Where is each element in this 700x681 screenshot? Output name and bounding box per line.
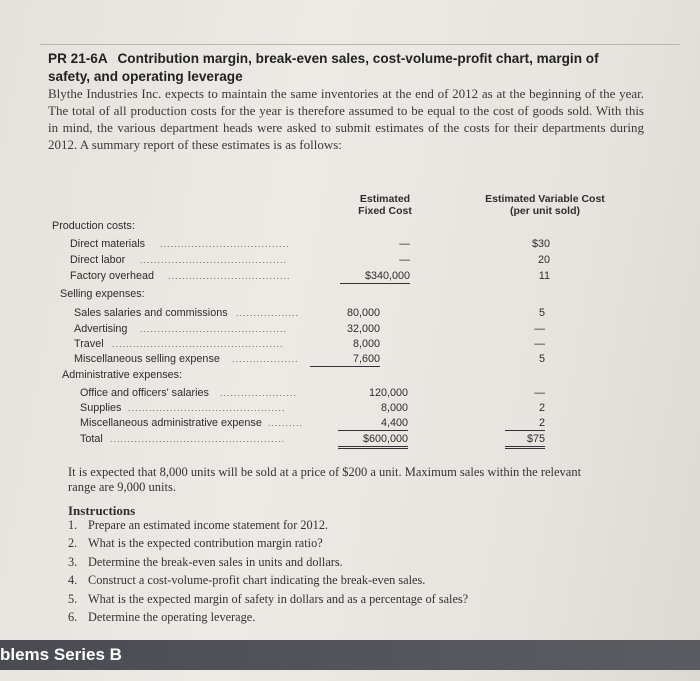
row-fixed: — xyxy=(399,238,410,250)
row-fixed: 80,000 xyxy=(346,307,380,319)
instruction-item: 1. Prepare an estimated income statement for 2012. xyxy=(68,518,329,532)
row-label: Supplies xyxy=(80,402,122,414)
row-label: Advertising xyxy=(74,323,128,335)
row-var: 11 xyxy=(538,270,550,282)
row-var: 2 xyxy=(538,402,545,414)
row-fixed: — xyxy=(399,254,410,266)
row-fixed: 120,000 xyxy=(368,387,408,399)
row-label: Total xyxy=(80,433,103,445)
row-var: 5 xyxy=(538,307,545,319)
row-var: — xyxy=(534,323,545,335)
row-label: Selling expenses: xyxy=(60,288,145,300)
instruction-item: 3. Determine the break-even sales in units and dollars. xyxy=(68,555,343,569)
instruction-item: 4. Construct a cost-volume-profit chart indicating the break-even sales. xyxy=(68,573,426,587)
assumption-paragraph: It is expected that 8,000 units will be sold at a price of $200 a unit. Maximum sales within the relevant range are 9,000 units. xyxy=(68,465,582,494)
problem-title-line1: Contribution margin, break-even sales, cost-volume-profit chart, margin of xyxy=(117,51,599,66)
variable-cost-header xyxy=(470,193,620,217)
row-var: 2 xyxy=(505,417,545,431)
row-label: Production costs: xyxy=(52,220,135,232)
row-fixed-total: $600,000 xyxy=(338,433,408,449)
intro-paragraph: Blythe Industries Inc. expects to maintain the same inventories at the end of 2012 as at the beginning of the year. The total of all production costs for the year is therefore assumed to be equal to the cost of goods sold. With this in mind, the various department heads were asked to submit estimates of the costs for their departments during 2012. A summary report of these estimates is as follows: xyxy=(48,86,644,152)
problem-title-line2: safety, and operating leverage xyxy=(48,69,243,84)
row-label: Travel xyxy=(74,338,104,350)
fixed-cost-header-line1: Estimated xyxy=(359,193,411,205)
row-var: — xyxy=(534,338,545,350)
row-label: Administrative expenses: xyxy=(62,369,183,381)
variable-cost-header-line2: (per unit sold) xyxy=(510,205,580,217)
row-label: Miscellaneous selling expense xyxy=(74,353,220,365)
row-label: Direct materials xyxy=(70,238,145,250)
problem-heading xyxy=(48,50,648,86)
instruction-item: 2. What is the expected contribution margin ratio? xyxy=(68,536,323,550)
textbook-page: PR 21-6A Contribution margin, break-even sales, cost-volume-profit chart, margin of safety, and operating leverage Blythe Industries Inc. expects to maintain the same inventories at the end of 2012 as at the beginning of the year. The total of all production costs for the year is therefore assumed to be equal to the cost of goods sold. With this in mind, the various department heads were asked to submit estimates of the costs for their departments during 2012. A summary report of these estimates is as follows: Estimated Fixed Cost Estimated Variable Cost (per unit sold) Production costs: Direct materials ..................................... — $30 Direct labor .......................................... — 20 Factory overhead ................................... $340,000 11 Selling expenses: Sales salaries and commissions .................. 80,000 5 Advertising .......................................... 32,000 — Travel ................................................. 8,000 — Miscellaneous selling expense ................... 7,600 5 Administrative expenses: Office and officers' salaries ...................... 120,000 — Supplies ............................................. 8,000 2 Miscellaneous administrative expense .......... 4,400 2 Total .................................................. $600,000 $75 It is expected that 8,000 units will be sold at a price of $200 a unit. Maximum sales within the relevant range are 9,000 units. Instructions 1. Prepare an estimated income statement for 2012. 2. What is the expected contribution margin ratio? 3. Determine the break-even sales in units and dollars. 4. Construct a cost-volume-profit chart indicating the break-even sales. 5. What is the expected margin of safety in dollars and as a percentage of sales? 6. Determine the operating leverage. blems Series B xyxy=(0,0,700,681)
instructions-title: Instructions xyxy=(68,503,136,518)
instruction-item: 5. What is the expected margin of safety in dollars and as a percentage of sales? xyxy=(68,592,469,606)
fixed-cost-header-line2: Fixed Cost xyxy=(358,205,412,217)
row-var: 20 xyxy=(537,254,550,266)
row-label: Sales salaries and commissions xyxy=(74,307,228,319)
row-var: 5 xyxy=(538,353,545,365)
top-rule xyxy=(40,44,680,45)
row-fixed: 8,000 xyxy=(380,402,408,414)
row-fixed: 7,600 xyxy=(310,353,380,367)
row-label: Miscellaneous administrative expense xyxy=(80,417,262,429)
row-fixed: 8,000 xyxy=(352,338,380,350)
fixed-cost-header xyxy=(345,193,425,217)
section-footer-bar xyxy=(0,640,700,670)
row-var: — xyxy=(534,387,545,399)
row-fixed: $340,000 xyxy=(340,270,410,284)
row-fixed: 32,000 xyxy=(346,323,380,335)
problem-code: PR 21-6A xyxy=(48,51,108,66)
row-label: Office and officers' salaries xyxy=(80,387,209,399)
instruction-item: 6. Determine the operating leverage. xyxy=(68,610,256,624)
variable-cost-header-line1: Estimated Variable Cost xyxy=(485,193,605,205)
row-fixed: 4,400 xyxy=(338,417,408,431)
row-var: $30 xyxy=(531,238,550,250)
row-var-total: $75 xyxy=(505,433,545,449)
section-footer-title: blems Series B xyxy=(0,645,122,664)
row-label: Factory overhead xyxy=(70,270,155,282)
row-label: Direct labor xyxy=(70,254,126,266)
